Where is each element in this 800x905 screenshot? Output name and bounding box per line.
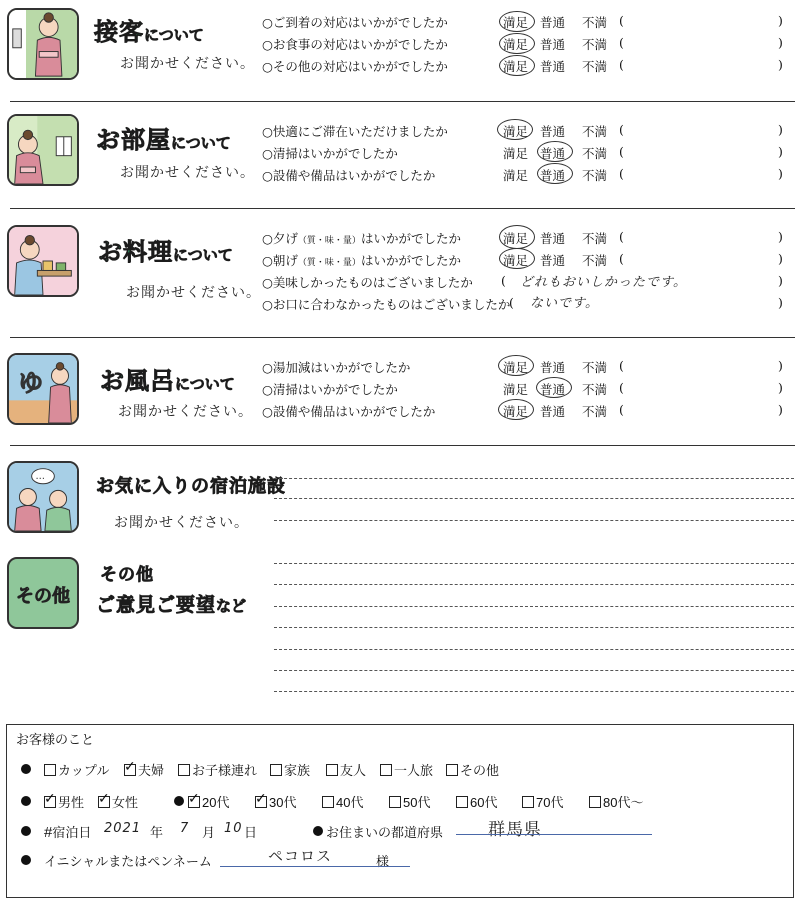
favorite-write-line[interactable] [274,520,794,521]
companion-friend[interactable]: 友人 [326,760,366,779]
bath-q1-normal[interactable]: 普通 [540,360,566,375]
paren-close: ) [778,122,783,137]
companion-couple[interactable]: カップル [44,760,109,779]
bath-illustration-icon [7,353,79,425]
room-q3: ○設備や備品はいかがでしたか [262,168,436,183]
food-heading: お料理について [98,238,233,266]
other-write-line[interactable] [274,691,794,692]
stay-date-label: #宿泊日 [44,824,92,841]
food-q1: ○夕げ（質・味・量）はいかがでしたか [262,231,461,246]
prefecture-underline [456,834,652,835]
service-q2-bad[interactable]: 不満 [582,37,608,52]
room-q3-selection-mark [537,163,573,184]
paren-open: ( [619,358,624,373]
bath-q1-good[interactable]: 満足 [503,360,529,375]
bullet-icon [21,764,31,774]
gender-female[interactable]: ✓ 女性 [98,792,138,811]
companion-other[interactable]: その他 [446,760,499,779]
age-60s[interactable]: 60代 [456,792,497,811]
food-tasty-answer[interactable]: どれもおいしかったです。 [520,275,687,290]
section-divider [10,337,795,338]
service-illustration-icon [7,8,79,80]
room-heading: お部屋について [96,126,231,154]
bath-heading: お風呂について [100,367,235,395]
customer-heading: お客様のこと [16,732,95,747]
paren-close: ) [778,380,783,395]
food-q1-selection-mark [499,225,535,249]
paren-close: ) [778,166,783,181]
food-q1-bad[interactable]: 不満 [582,231,608,246]
service-subheading: お聞かせください。 [120,56,255,72]
service-q2-good[interactable]: 満足 [503,37,529,52]
favorite-heading: お気に入りの宿泊施設 [96,476,286,497]
bath-q2-bad[interactable]: 不満 [582,382,608,397]
service-q3-good[interactable]: 満足 [503,59,529,74]
bullet-icon [21,855,31,865]
gender-male[interactable]: ✓男性 [44,792,84,811]
bath-q3-normal[interactable]: 普通 [540,404,566,419]
customer-info-box [6,724,794,898]
service-q2-normal[interactable]: 普通 [540,37,566,52]
bath-q3-selection-mark [498,399,534,420]
service-q1-normal[interactable]: 普通 [540,15,566,30]
other-write-line[interactable] [274,606,794,607]
paren-close: ) [778,57,783,72]
age-50s[interactable]: 50代 [389,792,430,811]
age-30s[interactable]: ✓ 30代 [255,792,296,811]
paren-open: ( [619,13,624,28]
food-q2: ○朝げ（質・味・量）はいかがでしたか [262,253,461,268]
room-q2-selection-mark [537,141,573,162]
paren-close: ) [778,35,783,50]
paren-close: ) [778,251,783,266]
other-heading-line2: ご意見ご要望など [96,594,247,616]
paren-close: ) [778,229,783,244]
paren-open: ( [619,35,624,50]
service-q2-selection-mark [499,33,535,54]
favorite-speech-dots: … [35,471,45,483]
stay-day-value[interactable]: 10 [224,821,243,836]
age-20s[interactable]: ✓ 20代 [188,792,229,811]
other-icon-label: その他 [16,586,70,607]
other-heading-line1: その他 [100,565,154,585]
paren-open: ( [619,166,624,181]
food-q2-normal[interactable]: 普通 [540,253,566,268]
service-heading: 接客について [94,18,204,46]
food-q2-good[interactable]: 満足 [503,253,529,268]
service-q2: ○お食事の対応はいかがでしたか [262,37,448,52]
bath-q3: ○設備や備品はいかがでしたか [262,404,436,419]
companion-solo[interactable]: 一人旅 [380,760,433,779]
section-divider [10,101,795,102]
room-q1-bad[interactable]: 不満 [582,124,608,139]
stay-month-unit: 月 [202,825,216,840]
favorite-write-line[interactable] [274,478,794,479]
paren-open: ( [619,57,624,72]
bullet-icon [313,826,323,836]
paren-open: ( [619,251,624,266]
service-q1: ○ご到着の対応はいかがでしたか [262,15,448,30]
other-write-line[interactable] [274,627,794,628]
bath-q3-good[interactable]: 満足 [503,404,529,419]
section-divider [10,445,795,446]
paren-close: ) [778,273,783,288]
food-q1-good[interactable]: 満足 [503,231,529,246]
service-q3-selection-mark [499,55,535,76]
paren-open: ( [619,144,624,159]
favorite-subheading: お聞かせください。 [114,515,249,531]
room-q3-good[interactable]: 満足 [503,168,529,183]
favorite-illustration-icon [7,461,79,533]
food-q2-selection-mark [499,248,535,269]
bath-q2-selection-mark [536,377,572,398]
section-divider [10,208,795,209]
room-q1: ○快適にご滞在いただけましたか [262,124,448,139]
prefecture-value[interactable]: 群馬県 [488,820,542,840]
room-illustration-icon [7,114,79,186]
service-q3-normal[interactable]: 普通 [540,59,566,74]
bath-q3-bad[interactable]: 不満 [582,404,608,419]
other-write-line[interactable] [274,670,794,671]
age-40s[interactable]: 40代 [322,792,363,811]
paren-close: ) [778,13,783,28]
room-q1-good[interactable]: 満足 [503,124,529,139]
companion-family[interactable]: 家族 [270,760,310,779]
bullet-icon [174,796,184,806]
paren-close: ) [778,144,783,159]
paren-open: ( [619,402,624,417]
bath-q1: ○湯加減はいかがでしたか [262,360,411,375]
stay-day-unit: 日 [244,825,258,840]
service-q3: ○その他の対応はいかがでしたか [262,59,448,74]
other-write-line[interactable] [274,649,794,650]
name-label: イニシャルまたはペンネーム [44,854,212,869]
room-q3-bad[interactable]: 不満 [582,168,608,183]
paren-close: ) [778,358,783,373]
favorite-write-line[interactable] [274,498,794,499]
room-q2-good[interactable]: 満足 [503,146,529,161]
age-80s-plus[interactable]: 80代〜 [589,792,643,811]
companion-children[interactable]: お子様連れ [178,760,257,779]
service-q1-good[interactable]: 満足 [503,15,529,30]
bath-subheading: お聞かせください。 [118,404,253,420]
bullet-icon [21,826,31,836]
room-q2-normal[interactable]: 普通 [540,146,566,161]
companion-married[interactable]: ✓ 夫婦 [124,760,164,779]
bath-yu-text: ゆ [18,367,43,397]
room-q1-normal[interactable]: 普通 [540,124,566,139]
room-q2: ○清掃はいかがでしたか [262,146,398,161]
stay-year-value[interactable]: 2021 [104,821,142,836]
bath-q2-good[interactable]: 満足 [503,382,529,397]
paren-open: ( [619,229,624,244]
room-q2-bad[interactable]: 不満 [582,146,608,161]
other-illustration-icon [7,557,79,629]
age-70s[interactable]: 70代 [522,792,563,811]
food-q1-normal[interactable]: 普通 [540,231,566,246]
bath-q2-normal[interactable]: 普通 [540,382,566,397]
other-write-line[interactable] [274,584,794,585]
food-q3: ○美味しかったものはございましたか [262,275,473,290]
food-q4: ○お口に合わなかったものはございましたか [262,297,511,312]
food-subheading: お聞かせください。 [126,285,261,301]
service-q3-bad[interactable]: 不満 [582,59,608,74]
prefecture-label: お住まいの都道府県 [326,825,444,840]
paren-open: ( [509,295,514,310]
stay-year-unit: 年 [150,825,164,840]
room-q3-normal[interactable]: 普通 [540,168,566,183]
service-q1-selection-mark [499,11,535,32]
bullet-icon [21,796,31,806]
name-suffix: 様 [376,854,390,869]
other-write-line[interactable] [274,563,794,564]
paren-close: ) [778,295,783,310]
service-q1-bad[interactable]: 不満 [582,15,608,30]
food-illustration-icon [7,225,79,297]
paren-close: ) [778,402,783,417]
bath-q2: ○清掃はいかがでしたか [262,382,398,397]
bath-q1-selection-mark [498,355,534,376]
name-underline [220,866,410,867]
food-q2-bad[interactable]: 不満 [582,253,608,268]
room-subheading: お聞かせください。 [120,165,255,181]
paren-open: ( [619,380,624,395]
bath-q1-bad[interactable]: 不満 [582,360,608,375]
name-value[interactable]: ペコロス [268,847,333,865]
paren-open: ( [619,122,624,137]
room-q1-selection-mark [497,119,533,140]
paren-open: ( [501,273,506,288]
food-bad-answer[interactable]: ないです。 [530,296,599,311]
stay-month-value[interactable]: 7 [180,821,190,836]
